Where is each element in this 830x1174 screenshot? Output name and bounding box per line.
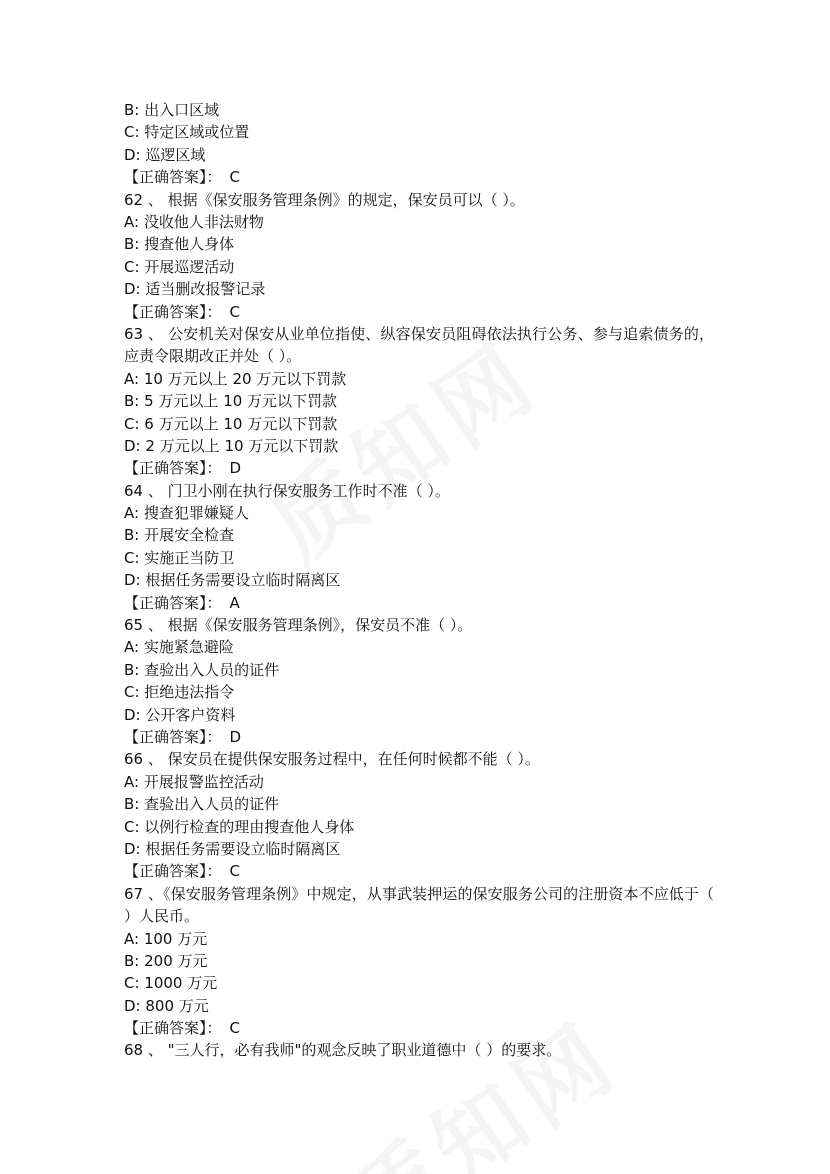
answer-value: C — [229, 168, 240, 187]
option-line: C: 以例行检查的理由搜查他人身体 — [124, 817, 355, 836]
option-line: B: 搜查他人身体 — [124, 235, 235, 254]
question-text: 67 、《保安服务管理条例》中规定，从事武装押运的保安服务公司的注册资本不应低于（ ）人民币。 — [124, 884, 714, 926]
option-line: D: 2 万元以上 10 万元以下罚款 — [124, 436, 339, 455]
option-line: A: 实施紧急避险 — [124, 638, 234, 657]
option-line: A: 开展报警监控活动 — [124, 772, 264, 791]
answer-label: 【正确答案】： — [124, 302, 222, 321]
answer-label: 【正确答案】： — [124, 168, 222, 187]
answer-line — [124, 592, 724, 614]
option-line: B: 查验出入人员的证件 — [124, 660, 280, 679]
answer-label: 【正确答案】： — [124, 459, 222, 478]
option-line: C: 开展巡逻活动 — [124, 257, 235, 276]
answer-value: C — [229, 1019, 240, 1038]
option-line: B: 200 万元 — [124, 951, 208, 970]
question-text: 63 、 公安机关对保安从业单位指使、纵容保安员阻碍依法执行公务、参与追索债务的，应责令限期改正并处（ ）。 — [124, 324, 714, 366]
question-text: 62 、 根据《保安服务管理条例》的规定，保安员可以（ ）。 — [124, 190, 525, 209]
answer-value: D — [229, 727, 242, 746]
answer-value: D — [229, 459, 242, 478]
answer-line — [124, 1017, 724, 1039]
option-line: B: 查验出入人员的证件 — [124, 795, 280, 814]
answer-line — [124, 166, 724, 188]
option-line: D: 巡逻区域 — [124, 145, 206, 164]
question-text: 64 、 门卫小刚在执行保安服务工作时不准（ ）。 — [124, 481, 450, 500]
option-line: C: 实施正当防卫 — [124, 548, 235, 567]
option-line: C: 拒绝违法指令 — [124, 683, 235, 702]
answer-label: 【正确答案】： — [124, 1019, 222, 1038]
question-text: 66 、 保安员在提供保安服务过程中，在任何时候都不能（ ）。 — [124, 750, 540, 769]
option-line: B: 5 万元以上 10 万元以下罚款 — [124, 392, 338, 411]
answer-label: 【正确答案】： — [124, 862, 222, 881]
answer-value: C — [229, 862, 240, 881]
option-line: D: 公开客户资料 — [124, 705, 236, 724]
question-text: 65 、 根据《保安服务管理条例》，保安员不准（ ）。 — [124, 616, 473, 635]
option-line: C: 6 万元以上 10 万元以下罚款 — [124, 414, 338, 433]
option-line: A: 搜查犯罪嫌疑人 — [124, 504, 249, 523]
option-line: D: 根据任务需要设立临时隔离区 — [124, 571, 341, 590]
question-text: 68 、 "三人行，必有我师"的观念反映了职业道德中（ ）的要求。 — [124, 1041, 562, 1060]
option-line: C: 特定区域或位置 — [124, 123, 250, 142]
option-line: B: 开展安全检查 — [124, 526, 235, 545]
answer-line — [124, 860, 724, 882]
answer-value: C — [229, 302, 240, 321]
answer-line — [124, 726, 724, 748]
question-list — [124, 99, 724, 1062]
answer-label: 【正确答案】： — [124, 727, 222, 746]
option-line: C: 1000 万元 — [124, 974, 218, 993]
option-line: D: 适当删改报警记录 — [124, 280, 266, 299]
answer-line — [124, 457, 724, 479]
option-line: A: 10 万元以上 20 万元以下罚款 — [124, 369, 347, 388]
answer-value: A — [229, 593, 240, 612]
answer-label: 【正确答案】： — [124, 593, 222, 612]
option-line: A: 没收他人非法财物 — [124, 212, 264, 231]
option-line: B: 出入口区域 — [124, 101, 220, 119]
option-line: D: 根据任务需要设立临时隔离区 — [124, 839, 341, 858]
answer-line — [124, 301, 724, 323]
option-line: D: 800 万元 — [124, 996, 209, 1015]
option-line: A: 100 万元 — [124, 929, 208, 948]
